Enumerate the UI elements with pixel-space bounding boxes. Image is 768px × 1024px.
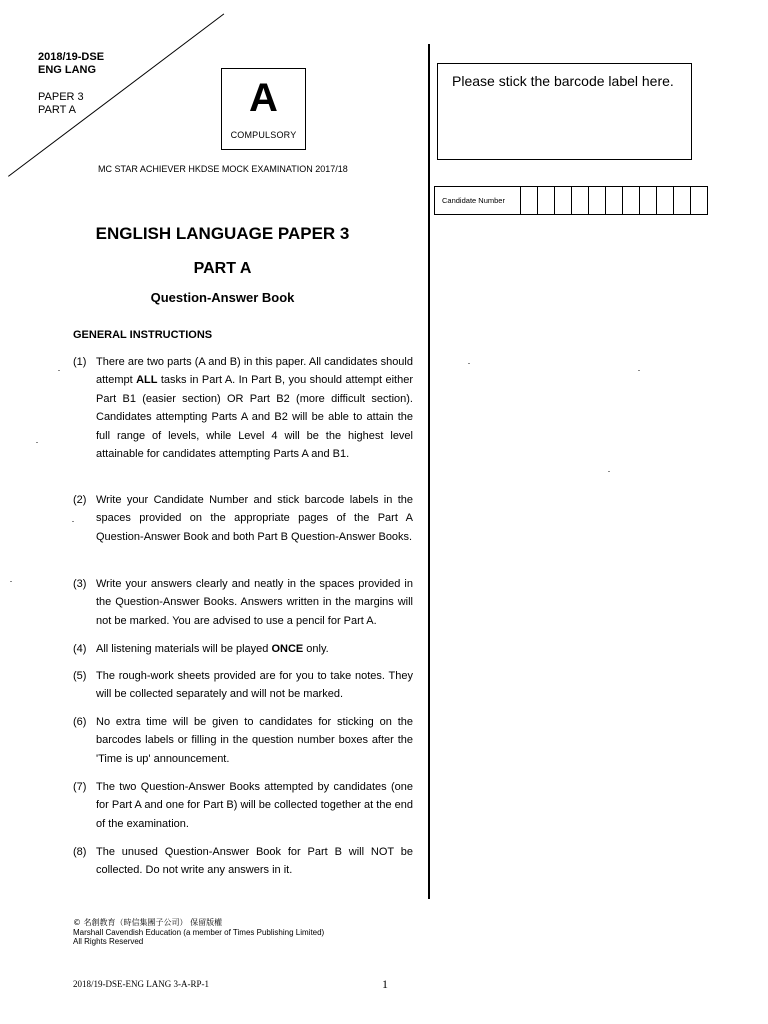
paper-part-label [38, 91, 84, 117]
instruction-item [73, 640, 413, 658]
publisher-line: Marshall Cavendish Education (a member of Times Publishing Limited) [73, 927, 325, 937]
instruction-text: Write your answers clearly and neatly in the spaces provided in the Question-Answer Books. Answers written in the margins will not be marked. You are advised to use a pencil for Part A. [96, 578, 413, 627]
compulsory-label: COMPULSORY [230, 130, 297, 140]
copyright-notice [73, 918, 324, 947]
instruction-item [73, 778, 413, 833]
scan-speck [468, 363, 470, 364]
instruction-number: (8) [73, 846, 87, 858]
instruction-text: The two Question-Answer Books attempted by candidates (one for Part A and one for Part B) will be collected together at the end of the examination. [96, 781, 413, 830]
instruction-item [73, 843, 413, 880]
candidate-number-label: Candidate Number [435, 187, 521, 214]
candidate-number-box [555, 187, 572, 214]
barcode-instruction: Please stick the barcode label here. [452, 73, 674, 89]
instruction-number: (3) [73, 578, 87, 590]
instruction-item [73, 575, 413, 630]
instruction-text: Write your Candidate Number and stick barcode labels in the spaces provided on the appropriate pages of the Part A Question-Answer Book and both Part B Question-Answer Books. [96, 494, 413, 543]
page-divider [428, 44, 430, 899]
candidate-number-box [640, 187, 657, 214]
page-number: 1 [382, 977, 388, 991]
exam-name: MC STAR ACHIEVER HKDSE MOCK EXAMINATION 2017/18 [98, 164, 348, 174]
scan-speck [608, 471, 610, 472]
instruction-text: All listening materials will be played ONCE only. [96, 643, 329, 655]
instruction-text: The unused Question-Answer Book for Part B will NOT be collected. Do not write any answers in it. [96, 846, 413, 877]
instruction-text: No extra time will be given to candidates for sticking on the barcodes labels or filling in the question number boxes after the 'Time is up' announcement. [96, 716, 413, 765]
candidate-number-box [606, 187, 623, 214]
instructions-heading: GENERAL INSTRUCTIONS [73, 329, 213, 341]
instruction-text: The rough-work sheets provided are for you to take notes. They will be collected separately and will not be marked. [96, 670, 413, 701]
candidate-number-box [674, 187, 691, 214]
instruction-item [73, 491, 413, 546]
paper-code-year: 2018/19-DSE [38, 51, 105, 63]
scan-speck [10, 581, 12, 582]
instruction-number: (5) [73, 670, 87, 682]
instruction-number: (2) [73, 494, 87, 506]
paper-code [38, 51, 104, 77]
part-letter: A [249, 76, 278, 120]
barcode-label-box [437, 63, 692, 160]
instruction-text: There are two parts (A and B) in this paper. All candidates should attempt ALL tasks in Part A. In Part B, you should attempt either Part B1 (easier section) OR Part B2 (more difficult section). Candidates attempting Parts A and B2 will be able to attain the full range of levels, while Level 4 will be the highest level attainable for candidates attempting Parts A and B1. [96, 356, 413, 461]
paper-code-subject: ENG LANG [38, 64, 97, 76]
candidate-number-box [623, 187, 640, 214]
instruction-number: (1) [73, 356, 87, 368]
footer-paper-code: 2018/19-DSE-ENG LANG 3-A-RP-1 [73, 979, 209, 989]
book-subtitle: Question-Answer Book [150, 290, 295, 305]
part-title: PART A [193, 260, 252, 277]
scan-speck [72, 521, 74, 522]
paper-title: ENGLISH LANGUAGE PAPER 3 [95, 224, 350, 243]
candidate-number-box [657, 187, 674, 214]
instruction-number: (6) [73, 716, 87, 728]
instruction-item [73, 713, 413, 768]
paper-part: PART A [38, 104, 76, 116]
rights-line: All Rights Reserved [73, 937, 144, 946]
instruction-number: (7) [73, 781, 87, 793]
copyright-line: © 名創教育（時信集團子公司） 保留版權 [73, 918, 223, 927]
part-a-box [221, 68, 306, 150]
scan-speck [58, 370, 60, 371]
candidate-number-box [521, 187, 538, 214]
candidate-number-box [691, 187, 707, 214]
instruction-number: (4) [73, 643, 87, 655]
instruction-item [73, 353, 413, 463]
scan-speck [638, 370, 640, 371]
paper-number: PAPER 3 [38, 91, 84, 103]
candidate-number-box [572, 187, 589, 214]
candidate-number-box [538, 187, 555, 214]
candidate-number-field [434, 186, 708, 215]
candidate-number-box [589, 187, 606, 214]
instruction-item [73, 667, 413, 704]
scan-speck [36, 442, 38, 443]
